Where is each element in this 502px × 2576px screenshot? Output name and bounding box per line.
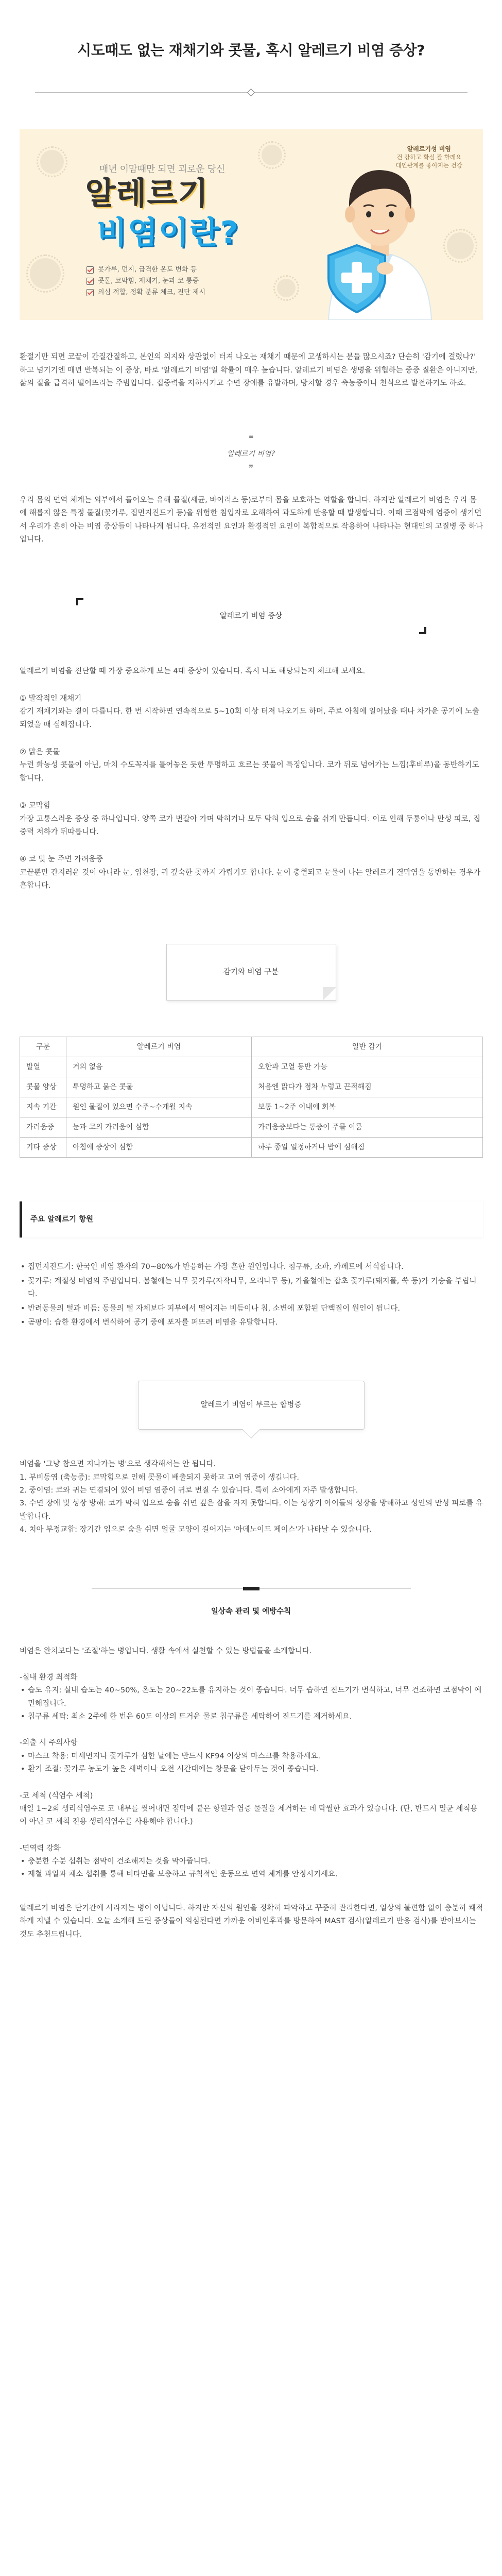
care-heading-text: 일상속 관리 및 예방수칙 [211, 1607, 291, 1616]
list-item: • 마스크 착용: 미세먼지나 꽃가루가 심한 날에는 반드시 KF94 이상의 마스크를 착용하세요. [20, 1750, 483, 1763]
intro-paragraph: 환절기만 되면 코끝이 간질간질하고, 본인의 의지와 상관없이 터져 나오는 재채기 때문에 고생하시는 분들 많으시죠? 단순히 '감기에 걸렸나?' 하고 넘기기엔 매년 반복되는 이 증상, 바로 '알레르기 비염'일 확률이 매우 높습니다. 알레르기 비염은 생명을 위협하는 중증 질환은 아니지만, 삶의 질을 급격히 떨어뜨리는 주범입니다. 집중력을 저하시키고 수면 장애를 유발하며, 방치할 경우 축농증이나 천식으로 발전하기도 하죠. [20, 353, 478, 388]
symptom-desc: 감기 재채기와는 결이 다릅니다. 한 번 시작하면 연속적으로 5~10회 이상 터져 나오기도 하며, 주로 아침에 일어났을 때나 차가운 공기에 노출되었을 때 심해집니다. [20, 707, 479, 729]
checkbox-icon [86, 289, 94, 296]
care-group [20, 1842, 483, 1882]
title-section [0, 0, 502, 60]
table-cell: 가려움증 [20, 1117, 66, 1138]
closing-paragraph: 알레르기 비염은 단기간에 사라지는 병이 아닙니다. 하지만 자신의 원인을 정확히 파악하고 꾸준히 관리한다면, 일상의 불편함 없이 충분히 쾌적하게 지낼 수 있습니다. 오늘 소개해 드린 증상들이 의심된다면 가까운 이비인후과를 방문하여 MAST 검사(알레르기 반응 검사)를 받아보시는 것도 추천드립니다. [20, 1904, 483, 1939]
hero-headline-1: 알레르기 [85, 176, 209, 212]
table-header-cell: 구분 [20, 1037, 66, 1057]
virus-icon [30, 258, 61, 289]
care-intro: 비염은 완치보다는 '조절'하는 병입니다. 생활 속에서 실천할 수 있는 방법들을 소개합니다. [20, 1647, 312, 1655]
allergens-heading: 주요 알레르기 항원 [20, 1201, 483, 1238]
quote-close-icon: ❞ [248, 463, 254, 474]
quote-open-icon: ❝ [248, 433, 254, 444]
symptom-item [20, 746, 483, 785]
table-row [20, 1138, 483, 1158]
table-row [20, 1117, 483, 1138]
symptom-desc: 가장 고통스러운 증상 중 하나입니다. 양쪽 코가 번갈아 가며 막히거나 모두 막혀 입으로 숨을 쉬게 만듭니다. 이로 인해 두통이나 만성 피로, 집중력 저하가 뒤따릅니다. [20, 815, 481, 836]
table-cell: 거의 없음 [66, 1057, 252, 1077]
symptom-title: ③ 코막힘 [20, 802, 50, 810]
comparison-heading [166, 944, 336, 1001]
hero-checklist [86, 264, 205, 298]
title-divider [35, 90, 468, 96]
doctor-illustration [308, 145, 452, 320]
comparison-table [20, 1037, 483, 1158]
allergens-list [20, 1261, 483, 1329]
table-cell: 처음엔 맑다가 점차 누렇고 끈적해짐 [252, 1077, 483, 1097]
table-cell: 콧물 양상 [20, 1077, 66, 1097]
virus-icon [262, 145, 282, 165]
table-header-cell: 일반 감기 [252, 1037, 483, 1057]
virus-icon [40, 150, 64, 174]
symptom-desc: 누런 화농성 콧물이 아닌, 마치 수도꼭지를 틀어놓은 듯한 투명하고 흐르는 콧물이 특징입니다. 코가 뒤로 넘어가는 느낌(후비루)을 동반하기도 합니다. [20, 761, 479, 783]
list-item: • 꽃가루: 계절성 비염의 주범입니다. 봄철에는 나무 꽃가루(자작나무, 오리나무 등), 가을철에는 잡초 꽃가루(돼지풀, 쑥 등)가 기승을 부립니다. [20, 1275, 483, 1301]
list-item: • 충분한 수분 섭취는 점막이 건조해지는 것을 막아줍니다. [20, 1855, 483, 1868]
table-cell: 원인 물질이 있으면 수주~수개월 지속 [66, 1097, 252, 1117]
symptoms-heading [76, 598, 426, 634]
table-cell: 기타 증상 [20, 1138, 66, 1158]
complications-heading [138, 1381, 365, 1430]
definition-paragraph: 우리 몸의 면역 체계는 외부에서 들어오는 유해 물질(세균, 바이러스 등)로부터 몸을 보호하는 역할을 합니다. 하지만 알레르기 비염은 우리 몸에 해롭지 않은 특정 물질(꽃가루, 집먼지진드기 등)을 위험한 침입자로 오해하여 과도하게 반응할 때 발생합니다. 이때 코점막에 염증이 생기면서 우리가 흔히 아는 비염 증상들이 나타나게 됩니다. 유전적인 요인과 환경적인 요인이 복합적으로 작용하여 나타나는 현대인의 고질병 중 하나입니다. [20, 496, 483, 544]
hero-headline-2: 비염이란? [97, 215, 239, 251]
care-group [20, 1790, 483, 1829]
table-cell: 눈과 코의 가려움이 심함 [66, 1117, 252, 1138]
care-heading [92, 1588, 411, 1624]
care-group-title: -외출 시 주의사항 [20, 1739, 78, 1748]
checklist-item: 콧물, 코막힘, 재채기, 눈과 코 통증 [86, 276, 205, 287]
table-row [20, 1057, 483, 1077]
symptom-item [20, 692, 483, 732]
table-header-cell: 알레르기 비염 [66, 1037, 252, 1057]
care-group-title: -면역력 강화 [20, 1844, 61, 1853]
list-item: 1. 부비동염 (축농증): 코막힘으로 인해 콧물이 배출되지 못하고 고여 염증이 생깁니다. [20, 1473, 299, 1482]
list-item: 4. 치아 부정교합: 장기간 입으로 숨을 쉬면 얼굴 모양이 길어지는 '아데노이드 페이스'가 나타날 수 있습니다. [20, 1526, 372, 1534]
checklist-item: 의심 적합, 정확 분류 체크, 진단 제시 [86, 287, 205, 298]
list-item: • 습도 유지: 실내 습도는 40~50%, 온도는 20~22도를 유지하는 것이 좋습니다. 너무 습하면 진드기가 번식하고, 너무 건조하면 코점막이 예민해집니다. [20, 1684, 483, 1710]
complications-intro: 비염을 '그냥 참으면 지나가는 병'으로 생각해서는 안 됩니다. [20, 1460, 216, 1469]
care-group-title: -실내 환경 최적화 [20, 1673, 78, 1682]
table-cell: 발열 [20, 1057, 66, 1077]
list-item: • 제철 과일과 채소 섭취를 통해 비타민을 보충하고 규칙적인 운동으로 면역 체계를 안정시키세요. [20, 1868, 483, 1881]
list-item: 2. 중이염: 코와 귀는 연결되어 있어 비염 염증이 귀로 번질 수 있습니다. 특히 소아에게 자주 발생합니다. [20, 1486, 358, 1495]
symptom-item [20, 800, 483, 839]
checkbox-icon [86, 266, 94, 274]
table-row [20, 1097, 483, 1117]
hero-subtitle: 매년 이맘때만 되면 괴로운 당신 [99, 164, 225, 175]
symptom-title: ① 발작적인 재채기 [20, 694, 82, 703]
checklist-item: 콧가루, 먼지, 급격한 온도 변화 등 [86, 264, 205, 276]
complications-heading-text: 알레르기 비염이 부르는 합병증 [200, 1401, 302, 1410]
bracket-corner-icon [419, 627, 426, 634]
symptom-title: ④ 코 및 눈 주변 가려움증 [20, 855, 103, 864]
symptom-title: ② 맑은 콧물 [20, 748, 60, 757]
quote-text: 알레르기 비염? [227, 449, 275, 458]
bracket-corner-icon [76, 598, 83, 605]
table-cell: 지속 기간 [20, 1097, 66, 1117]
care-group-text: 매일 1~2회 생리식염수로 코 내부를 씻어내면 점막에 붙은 항원과 염증 물질을 제거하는 데 탁월한 효과가 있습니다. (단, 반드시 멸균 세척용이 아닌 코 세척 전용 생리식염수를 사용해야 합니다.) [20, 1804, 478, 1826]
list-item: • 환기 조절: 꽃가루 농도가 높은 새벽이나 오전 시간대에는 창문을 닫아두는 것이 좋습니다. [20, 1763, 483, 1776]
symptom-desc: 코끝뿐만 간지러운 것이 아니라 눈, 입천장, 귀 깊숙한 곳까지 가렵기도 합니다. 눈이 충혈되고 눈물이 나는 알레르기 결막염을 동반하는 경우가 흔합니다. [20, 868, 481, 890]
care-group [20, 1671, 483, 1724]
hero-badge: 알레르기성 비염 건 강하고 확실 잘 할래요 대인관계를 좋아지는 건강 [395, 145, 462, 170]
list-item: • 침구류 세탁: 최소 2주에 한 번은 60도 이상의 뜨거운 물로 침구류를 세탁하여 진드기를 제거하세요. [20, 1710, 483, 1723]
table-cell: 오한과 고열 동반 가능 [252, 1057, 483, 1077]
complications-list [20, 1458, 483, 1536]
list-item: • 집먼지진드기: 한국인 비염 환자의 70~80%가 반응하는 가장 흔한 원인입니다. 침구류, 소파, 카페트에 서식합니다. [20, 1261, 483, 1274]
diamond-icon [247, 89, 255, 97]
heading-knob-icon [243, 1587, 259, 1590]
list-item: 3. 수면 장애 및 성장 방해: 코가 막혀 입으로 숨을 쉬면 깊은 잠을 자지 못합니다. 이는 성장기 아이들의 성장을 방해하고 성인의 만성 피로를 유발합니다. [20, 1499, 483, 1521]
symptoms-intro: 알레르기 비염을 진단할 때 가장 중요하게 보는 4대 증상이 있습니다. 혹시 나도 해당되는지 체크해 보세요. [20, 667, 366, 675]
symptoms-heading-text: 알레르기 비염 증상 [219, 612, 283, 620]
table-row [20, 1077, 483, 1097]
virus-icon [277, 279, 296, 297]
quote-block [0, 434, 502, 474]
comparison-heading-text: 감기와 비염 구분 [223, 968, 279, 977]
symptom-item [20, 853, 483, 892]
page-fold-icon [323, 987, 336, 1001]
checkbox-icon [86, 278, 94, 285]
list-item: • 반려동물의 털과 비듬: 동물의 털 자체보다 피부에서 떨어지는 비듬이나 침, 소변에 포함된 단백질이 원인이 됩니다. [20, 1302, 483, 1315]
page-title: 시도때도 없는 재채기와 콧물, 혹시 알레르기 비염 증상? [77, 42, 425, 59]
list-item: • 곰팡이: 습한 환경에서 번식하여 공기 중에 포자를 퍼뜨려 비염을 유발합니다. [20, 1316, 483, 1329]
care-group [20, 1737, 483, 1776]
table-cell: 보통 1~2주 이내에 회복 [252, 1097, 483, 1117]
table-cell: 하루 종일 일정하거나 밤에 심해짐 [252, 1138, 483, 1158]
table-cell: 투명하고 묽은 콧물 [66, 1077, 252, 1097]
table-cell: 아침에 증상이 심함 [66, 1138, 252, 1158]
care-group-title: -코 세척 (식염수 세척) [20, 1791, 93, 1800]
hero-banner [20, 129, 483, 320]
table-header-row [20, 1037, 483, 1057]
table-cell: 가려움증보다는 통증이 주를 이룸 [252, 1117, 483, 1138]
